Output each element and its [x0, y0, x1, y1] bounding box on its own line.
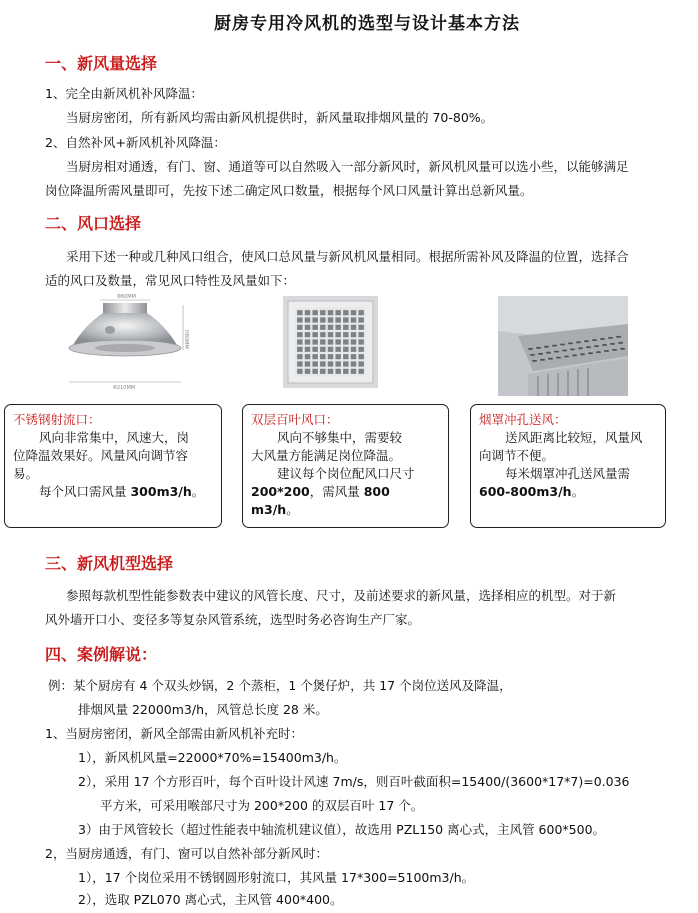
s4-case2-step1: 1），17 个岗位采用不锈钢圆形射流口，其风量 17*300=5100m3/h。: [78, 870, 475, 885]
s1-item1: 1、完全由新风机补风降温：: [45, 86, 203, 101]
box3-line1: 送风距离比较短，风量风: [505, 430, 643, 445]
dim-top-label: Φ80MM: [117, 294, 136, 300]
section-4-heading: 四、案例解说：: [45, 645, 158, 664]
section-1-heading: 一、新风量选择: [45, 54, 158, 73]
box3-line2: 向调节不便。: [479, 448, 555, 463]
dim-side-label: H80MM: [183, 330, 189, 349]
page-title: 厨房专用冷风机的选型与设计基本方法: [214, 14, 520, 34]
jet-nozzle-info-box: [4, 404, 222, 528]
box2-line2: 大风量方能满足岗位降温。: [251, 448, 402, 463]
s1-item2-line2: 岗位降温所需风量即可，先按下述二确定风口数量，根据每个风口风量计算出总新风量。: [45, 183, 533, 198]
box2-title: 双层百叶风口：: [251, 412, 339, 427]
s4-case2-step2: 2），选取 PZL070 离心式，主风管 400*400。: [78, 892, 343, 907]
s3-line2: 风外墙开口小、变径多等复杂风管系统，选型时务必咨询生产厂家。: [45, 612, 421, 627]
box2-line3: 建议每个岗位配风口尺寸: [277, 466, 415, 481]
jet-nozzle-image: [55, 290, 195, 395]
box1-line1: 风向非常集中，风速大，岗: [39, 430, 190, 445]
s2-line2: 适的风口及数量，常见风口特性及风量如下：: [45, 273, 296, 288]
s1-item2: 2、自然补风+新风机补风降温：: [45, 135, 226, 150]
s4-case1-step2-line1: 2），采用 17 个方形百叶，每个百叶设计风速 7m/s，则百叶截面积=15400/(3600*17*7)=0.036: [78, 774, 630, 789]
box2-line4: 200*200，需风量 800 m3/h。: [251, 484, 390, 517]
s1-item2-line1: 当厨房相对通透，有门、窗、通道等可以自然吸入一部分新风时，新风机风量可以选小些，以能够满足: [66, 159, 629, 174]
s4-case1-step2-line2: 平方米，可采用喉部尺寸为 200*200 的双层百叶 17 个。: [100, 798, 424, 813]
box1-line2: 位降温效果好。风量风向调节容: [13, 448, 189, 463]
s4-case1: 1、当厨房密闭，新风全部需由新风机补充时：: [45, 726, 303, 741]
s3-line1: 参照每款机型性能参数表中建议的风管长度、尺寸，及前述要求的新风量，选择相应的机型。对于新: [66, 588, 617, 603]
hood-perforated-image: [498, 296, 628, 396]
s4-case1-step1: 1），新风机风量=22000*70%=15400m3/h。: [78, 750, 347, 765]
s4-case1-step3: 3）由于风管较长（超过性能表中轴流机建议值），故选用 PZL150 离心式，主风管 600*500。: [78, 822, 606, 837]
louver-grille-image: [283, 296, 378, 388]
hood-info-box: [470, 404, 666, 528]
box1-title: 不锈钢射流口：: [13, 412, 101, 427]
box1-line4: 每个风口需风量 300m3/h。: [39, 484, 205, 499]
box2-line1: 风向不够集中，需要较: [277, 430, 403, 445]
box1-line3: 易。: [13, 466, 39, 481]
box3-line3: 每米烟罩冲孔送风量需: [505, 466, 631, 481]
section-2-heading: 二、风口选择: [45, 214, 142, 233]
section-3-heading: 三、新风机型选择: [45, 554, 174, 573]
louver-info-box: [242, 404, 449, 528]
s4-example-line1: 例：某个厨房有 4 个双头炒锅，2 个蒸柜，1 个煲仔炉，共 17 个岗位送风及降温，: [48, 678, 512, 693]
s2-line1: 采用下述一种或几种风口组合，使风口总风量与新风机风量相同。根据所需补风及降温的位置，选择合: [66, 249, 629, 264]
box3-line4: 600-800m3/h。: [479, 484, 585, 499]
s1-item1-text: 当厨房密闭，所有新风均需由新风机提供时，新风量取排烟风量的 70-80%。: [66, 110, 494, 125]
s4-example-line2: 排烟风量 22000m3/h，风管总长度 28 米。: [78, 702, 328, 717]
box3-title: 烟罩冲孔送风：: [479, 412, 567, 427]
s4-case2: 2，当厨房通透，有门、窗可以自然补部分新风时：: [45, 846, 328, 861]
dim-bottom-label: Φ210MM: [113, 385, 136, 391]
